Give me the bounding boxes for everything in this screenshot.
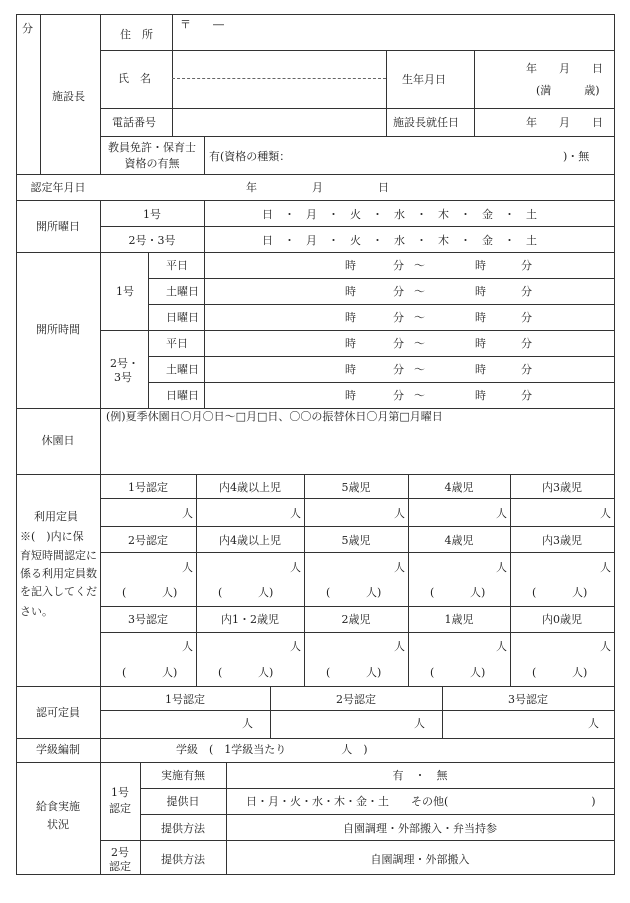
- h-rule: [16, 14, 615, 15]
- hours-end-minute: 分: [521, 259, 532, 272]
- h-rule: [100, 552, 615, 553]
- capacity-paren-open: (: [326, 586, 331, 599]
- v-rule: [100, 408, 101, 475]
- capacity-person-unit: 人: [290, 640, 301, 653]
- hours-start-hour: 時: [345, 285, 356, 298]
- meals-cert1-line2: 認定: [109, 802, 131, 815]
- h-rule: [140, 814, 615, 815]
- hours-tilde: 〜: [414, 311, 425, 324]
- capacity-header-cell: 2歳児: [341, 613, 371, 626]
- h-rule: [100, 136, 615, 137]
- v-rule: [40, 14, 41, 175]
- hours-start-hour: 時: [345, 311, 356, 324]
- capacity-paren-close: 人): [162, 586, 178, 599]
- hours-end-minute: 分: [521, 311, 532, 324]
- capacity-person-unit: 人: [394, 561, 405, 574]
- h-rule: [100, 50, 615, 51]
- holidays-label: 休園日: [41, 434, 75, 447]
- hours-tilde: 〜: [414, 337, 425, 350]
- h-rule: [100, 330, 615, 331]
- h-rule: [16, 408, 615, 409]
- license-value-right: )・無: [563, 150, 590, 163]
- capacity-person-unit: 人: [182, 561, 193, 574]
- meals-method-label-1: 提供方法: [161, 822, 205, 835]
- h-rule: [16, 762, 615, 763]
- capacity-header-cell: 2号認定: [128, 534, 168, 547]
- h-rule: [100, 632, 615, 633]
- open-days-row1-value: 日 ・ 月 ・ 火 ・ 水 ・ 木 ・ 金 ・ 土: [262, 208, 537, 221]
- meals-label-line1: 給食実施: [36, 800, 80, 813]
- v-rule: [204, 136, 205, 175]
- capacity-header-cell: 内3歳児: [542, 534, 582, 547]
- hours-tilde: 〜: [414, 259, 425, 272]
- meals-cert2-line2: 認定: [109, 860, 131, 873]
- capacity-person-unit: 人: [290, 507, 301, 520]
- approved-label: 認可定員: [36, 706, 80, 719]
- hours-end-hour: 時: [475, 311, 486, 324]
- capacity-person-unit: 人: [496, 561, 507, 574]
- v-rule: [474, 50, 475, 137]
- capacity-person-unit: 人: [600, 561, 611, 574]
- h-rule: [100, 840, 615, 841]
- approved-header-2: 2号認定: [336, 693, 376, 706]
- classes-label: 学級編制: [36, 743, 80, 756]
- h-rule: [16, 686, 615, 687]
- capacity-paren-close: 人): [258, 586, 274, 599]
- postal-mark: 〒 ―: [180, 18, 224, 31]
- capacity-person-unit: 人: [600, 640, 611, 653]
- capacity-person-unit: 人: [394, 507, 405, 520]
- open-days-row1-label: 1号: [143, 208, 161, 221]
- capacity-person-unit: 人: [394, 640, 405, 653]
- h-rule: [148, 304, 615, 305]
- v-rule: [386, 50, 387, 137]
- hours-tilde: 〜: [414, 389, 425, 402]
- hours-start-minute: 分: [393, 363, 404, 376]
- license-value-left: 有(資格の種類：: [209, 150, 291, 163]
- capacity-person-unit: 人: [182, 640, 193, 653]
- capacity-paren-open: (: [122, 666, 127, 679]
- age-value: (満 歳): [536, 84, 600, 97]
- birth-value: 年 月 日: [526, 62, 603, 75]
- open-days-row2-value: 日 ・ 月 ・ 火 ・ 水 ・ 木 ・ 金 ・ 土: [262, 234, 537, 247]
- meals-method-value-2: 自園調理・外部搬入: [370, 853, 470, 866]
- hours-start-minute: 分: [393, 389, 404, 402]
- h-rule: [16, 474, 615, 475]
- holidays-example: (例)夏季休園日〇月〇日〜□月□日、〇〇の振替休日〇月第□月曜日: [106, 410, 443, 423]
- hours-end-minute: 分: [521, 389, 532, 402]
- name-furigana-divider: [172, 78, 386, 79]
- h-rule: [148, 382, 615, 383]
- classes-value: 学級 ( 1学級当たり 人 ): [176, 743, 368, 756]
- hours-tilde: 〜: [414, 285, 425, 298]
- capacity-header-cell: 内1・2歳児: [221, 613, 279, 626]
- capacity-header-cell: 4歳児: [444, 534, 474, 547]
- h-rule: [100, 606, 615, 607]
- h-rule: [16, 252, 615, 253]
- capacity-paren-close: 人): [366, 586, 382, 599]
- approved-person-1: 人: [242, 717, 253, 730]
- capacity-person-unit: 人: [290, 561, 301, 574]
- license-label-line2: 資格の有無: [124, 157, 180, 170]
- hours-end-hour: 時: [475, 363, 486, 376]
- appoint-value: 年 月 日: [526, 116, 603, 129]
- meals-cert1-line1: 1号: [111, 786, 129, 799]
- h-rule: [100, 526, 615, 527]
- approved-person-2: 人: [414, 717, 425, 730]
- capacity-paren-open: (: [430, 586, 435, 599]
- capacity-paren-open: (: [218, 586, 223, 599]
- hours-start-minute: 分: [393, 311, 404, 324]
- section-marker: 分: [22, 22, 33, 35]
- capacity-person-unit: 人: [182, 507, 193, 520]
- meals-days-value: 日・月・火・水・木・金・土 その他( ): [246, 795, 596, 808]
- hours-end-hour: 時: [475, 259, 486, 272]
- capacity-header-cell: 内4歳以上児: [219, 481, 281, 494]
- h-rule: [100, 226, 615, 227]
- capacity-header-cell: 1号認定: [128, 481, 168, 494]
- hours-end-minute: 分: [521, 337, 532, 350]
- hours-start-minute: 分: [393, 259, 404, 272]
- capacity-label-line: ※( )内に保: [20, 530, 84, 543]
- v-rule: [100, 474, 101, 687]
- capacity-paren-close: 人): [470, 666, 486, 679]
- hours-day-label: 平日: [166, 259, 188, 272]
- v-rule: [408, 474, 409, 687]
- capacity-header-cell: 5歳児: [341, 481, 371, 494]
- v-rule: [510, 474, 511, 687]
- v-rule: [100, 738, 101, 763]
- v-rule: [172, 14, 173, 137]
- director-group-label: 施設長: [52, 90, 85, 103]
- meals-implement-value: 有 ・ 無: [392, 769, 448, 782]
- open-hours-group2-line2: 3号: [114, 371, 132, 384]
- open-hours-label: 開所時間: [36, 323, 80, 336]
- meals-days-label: 提供日: [166, 795, 200, 808]
- capacity-paren-close: 人): [162, 666, 178, 679]
- hours-start-hour: 時: [345, 389, 356, 402]
- open-hours-group2-line1: 2号・: [110, 357, 139, 370]
- v-rule: [304, 474, 305, 687]
- h-rule: [100, 498, 615, 499]
- meals-implement-label: 実施有無: [161, 769, 205, 782]
- capacity-paren-close: 人): [572, 586, 588, 599]
- open-hours-group1: 1号: [116, 285, 134, 298]
- hours-end-minute: 分: [521, 285, 532, 298]
- birth-label: 生年月日: [402, 73, 446, 86]
- cert-date-value: 年 月 日: [246, 181, 389, 194]
- open-days-label: 開所曜日: [36, 220, 80, 233]
- hours-end-minute: 分: [521, 363, 532, 376]
- hours-day-label: 日曜日: [166, 311, 199, 324]
- capacity-label-line: 育短時間認定に: [20, 549, 97, 562]
- capacity-header-cell: 内4歳以上児: [219, 534, 281, 547]
- capacity-header-cell: 1歳児: [444, 613, 474, 626]
- meals-method-value-1: 自園調理・外部搬入・弁当持参: [343, 822, 497, 835]
- capacity-person-unit: 人: [496, 640, 507, 653]
- hours-end-hour: 時: [475, 285, 486, 298]
- hours-day-label: 日曜日: [166, 389, 199, 402]
- capacity-paren-open: (: [532, 666, 537, 679]
- capacity-person-unit: 人: [496, 507, 507, 520]
- capacity-label-line: 係る利用定員数: [20, 567, 97, 580]
- hours-day-label: 平日: [166, 337, 188, 350]
- appoint-label: 施設長就任日: [393, 116, 459, 129]
- capacity-paren-close: 人): [470, 586, 486, 599]
- cert-date-label: 認定年月日: [30, 181, 86, 194]
- phone-label: 電話番号: [112, 116, 156, 129]
- hours-end-hour: 時: [475, 337, 486, 350]
- capacity-label-line: さい。: [20, 605, 53, 618]
- hours-start-minute: 分: [393, 337, 404, 350]
- h-rule: [148, 356, 615, 357]
- hours-end-hour: 時: [475, 389, 486, 402]
- hours-start-hour: 時: [345, 363, 356, 376]
- hours-tilde: 〜: [414, 363, 425, 376]
- address-label: 住 所: [120, 28, 153, 41]
- hours-day-label: 土曜日: [166, 363, 199, 376]
- name-label: 氏 名: [118, 72, 151, 85]
- capacity-person-unit: 人: [600, 507, 611, 520]
- capacity-paren-close: 人): [258, 666, 274, 679]
- approved-header-1: 1号認定: [165, 693, 205, 706]
- h-rule: [16, 200, 615, 201]
- capacity-header-cell: 3号認定: [128, 613, 168, 626]
- approved-header-3: 3号認定: [508, 693, 548, 706]
- h-rule: [100, 710, 615, 711]
- capacity-label-line: を記入してくだ: [20, 585, 97, 598]
- capacity-header-cell: 内0歳児: [542, 613, 582, 626]
- capacity-header-cell: 4歳児: [444, 481, 474, 494]
- meals-cert2-line1: 2号: [111, 846, 129, 859]
- h-rule: [16, 174, 615, 175]
- v-rule: [196, 474, 197, 687]
- capacity-paren-open: (: [218, 666, 223, 679]
- meals-method-label-2: 提供方法: [161, 853, 205, 866]
- hours-start-hour: 時: [345, 259, 356, 272]
- approved-person-3: 人: [588, 717, 599, 730]
- license-label-line1: 教員免許・保育士: [108, 141, 196, 154]
- capacity-paren-close: 人): [572, 666, 588, 679]
- capacity-paren-open: (: [430, 666, 435, 679]
- hours-day-label: 土曜日: [166, 285, 199, 298]
- h-rule: [100, 108, 615, 109]
- capacity-paren-open: (: [326, 666, 331, 679]
- hours-start-minute: 分: [393, 285, 404, 298]
- capacity-paren-open: (: [532, 586, 537, 599]
- open-days-row2-label: 2号・3号: [128, 234, 176, 247]
- meals-label-line2: 状況: [47, 818, 69, 831]
- v-rule: [614, 14, 615, 875]
- h-rule: [140, 788, 615, 789]
- capacity-header-cell: 内3歳児: [542, 481, 582, 494]
- capacity-label-line: 利用定員: [34, 510, 78, 523]
- h-rule: [148, 278, 615, 279]
- hours-start-hour: 時: [345, 337, 356, 350]
- capacity-paren-close: 人): [366, 666, 382, 679]
- capacity-paren-open: (: [122, 586, 127, 599]
- h-rule: [16, 738, 615, 739]
- capacity-header-cell: 5歳児: [341, 534, 371, 547]
- h-rule: [16, 874, 615, 875]
